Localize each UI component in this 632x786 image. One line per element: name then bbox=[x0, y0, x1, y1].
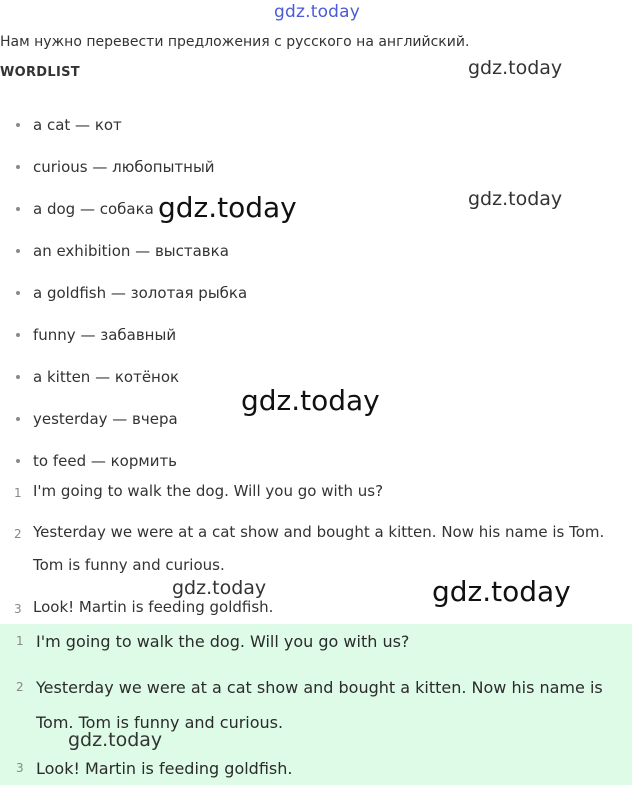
item-number: 1 bbox=[14, 486, 22, 500]
list-item bbox=[0, 314, 632, 356]
item-number: 1 bbox=[16, 634, 24, 648]
item-number: 2 bbox=[16, 680, 24, 694]
bullet-icon bbox=[16, 459, 20, 463]
bullet-icon bbox=[16, 375, 20, 379]
word-entry: a goldfish — золотая рыбка bbox=[33, 284, 248, 302]
list-item bbox=[0, 146, 632, 188]
watermark-top: gdz.today bbox=[274, 2, 361, 22]
answer-text: Look! Martin is feeding goldfish. bbox=[36, 759, 293, 778]
watermark: gdz.today bbox=[68, 729, 163, 751]
exercise-text: Look! Martin is feeding goldfish. bbox=[33, 598, 274, 616]
watermark: gdz.today bbox=[158, 191, 297, 224]
word-entry: a cat — кот bbox=[33, 116, 122, 134]
word-entry: a kitten — котёнок bbox=[33, 368, 180, 386]
watermark: gdz.today bbox=[172, 577, 267, 599]
watermark: gdz.today bbox=[432, 575, 571, 608]
word-entry: a dog — собака bbox=[33, 200, 154, 218]
bullet-icon bbox=[16, 291, 20, 295]
list-item bbox=[0, 272, 632, 314]
intro-text: Нам нужно перевести предложения с русского на английский. bbox=[0, 34, 470, 50]
item-number: 3 bbox=[14, 602, 22, 616]
bullet-icon bbox=[16, 249, 20, 253]
answer-text: I'm going to walk the dog. Will you go with us? bbox=[36, 632, 410, 651]
watermark: gdz.today bbox=[468, 57, 563, 79]
word-entry: yesterday — вчера bbox=[33, 410, 178, 428]
word-entry: funny — забавный bbox=[33, 326, 177, 344]
item-number: 3 bbox=[16, 761, 24, 775]
watermark: gdz.today bbox=[468, 188, 563, 210]
exercise-text: I'm going to walk the dog. Will you go with us? bbox=[33, 482, 384, 500]
bullet-icon bbox=[16, 417, 20, 421]
item-number: 2 bbox=[14, 527, 22, 541]
answer-block bbox=[0, 624, 632, 785]
wordlist-title: WORDLIST bbox=[0, 65, 80, 80]
word-entry: to feed — кормить bbox=[33, 452, 178, 470]
answer-text: Yesterday we were at a cat show and bought a kitten. Now his name is Tom. Tom is funny and curious. bbox=[36, 678, 603, 732]
list-item bbox=[0, 230, 632, 272]
bullet-icon bbox=[16, 207, 20, 211]
watermark: gdz.today bbox=[241, 384, 380, 417]
bullet-icon bbox=[16, 333, 20, 337]
word-entry: curious — любопытный bbox=[33, 158, 215, 176]
word-entry: an exhibition — выставка bbox=[33, 242, 229, 260]
bullet-icon bbox=[16, 165, 20, 169]
exercise-text: Yesterday we were at a cat show and bought a kitten. Now his name is Tom. Tom is funny and curious. bbox=[33, 523, 605, 574]
bullet-icon bbox=[16, 123, 20, 127]
list-item bbox=[0, 104, 632, 146]
wordlist bbox=[0, 104, 632, 482]
